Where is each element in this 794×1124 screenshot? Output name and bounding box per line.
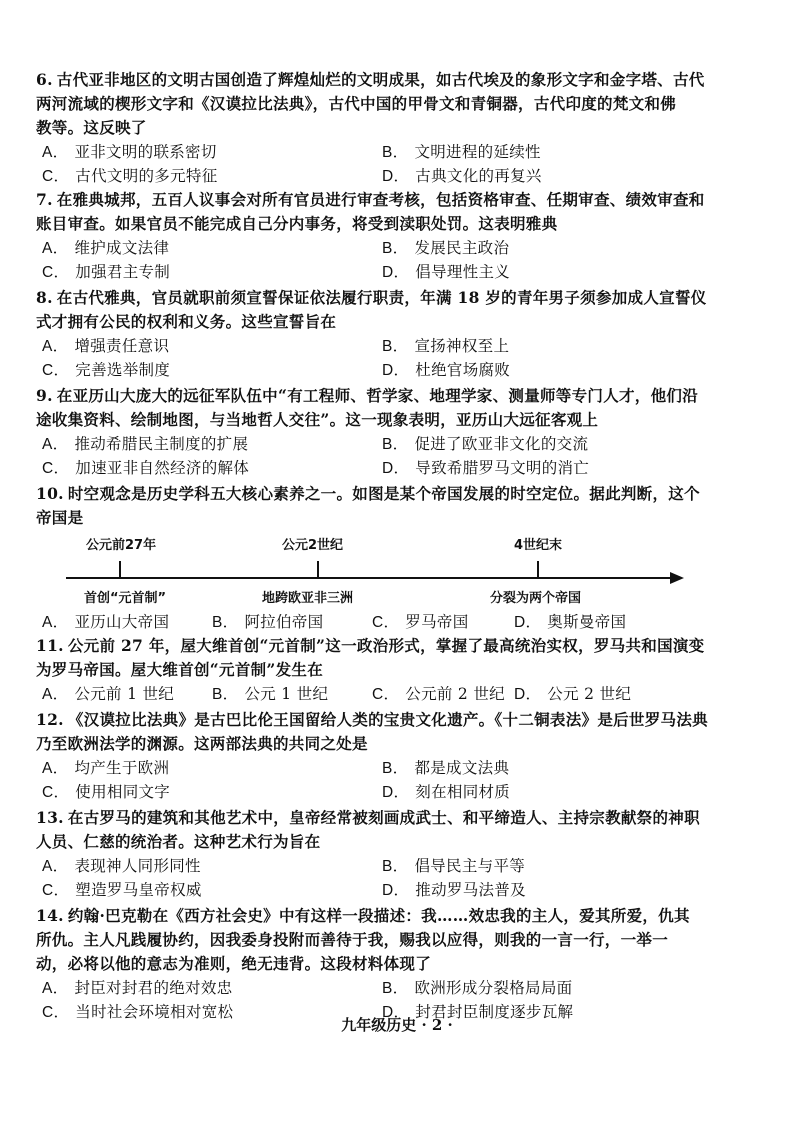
option-a[interactable]: A． 亚非文明的联系密切 [42,143,217,161]
question-text: 途收集资料、绘制地图，与当地哲人交往”。这一现象表明，亚历山大远征客观上 [36,410,599,429]
question-8 [36,286,740,382]
timeline-top-label-2: 公元2世纪 [282,538,344,553]
question-text: 两河流域的楔形文字和《汉谟拉比法典》，古代中国的甲骨文和青铜器，古代印度的梵文和佛 [36,94,677,113]
options-row [36,236,740,260]
page-footer: 九年级历史 · 2 · [341,1016,453,1034]
timeline-top-label-1: 公元前27年 [86,538,157,553]
option-d[interactable]: D． 封君封臣制度逐步瓦解 [382,1003,574,1021]
option-c[interactable]: C． 加强君主专制 [42,263,171,281]
option-d[interactable]: D． 倡导理性主义 [382,263,511,281]
option-d[interactable]: D． 公元 2 世纪 [514,685,632,703]
options-row [36,976,740,1000]
option-b[interactable]: B． 宣扬神权至上 [382,337,510,355]
question-text: 《汉谟拉比法典》是古巴比伦王国留给人类的宝贵文化遗产。《十二铜表法》是后世罗马法典 [67,710,708,729]
option-a[interactable]: A． 均产生于欧洲 [42,759,170,777]
question-number: 14. [36,906,64,925]
options-row [36,140,740,164]
option-d[interactable]: D． 刻在相同材质 [382,783,511,801]
question-9 [36,384,740,480]
option-c[interactable]: C． 塑造罗马皇帝权威 [42,881,202,899]
question-text: 公元前 27 年，屋大维首创“元首制”这一政治形式，掌握了最高统治实权，罗马共和国演变 [67,636,705,655]
question-10-options [36,610,740,634]
question-10 [36,482,740,530]
timeline-arrow-icon [670,572,684,584]
question-text: 动，必将以他的意志为准则，绝无违背。这段材料体现了 [36,954,432,973]
option-c[interactable]: C． 加速亚非自然经济的解体 [42,459,250,477]
option-d[interactable]: D． 推动罗马法普及 [382,881,526,899]
options-row [36,456,740,480]
timeline-top-label-3: 4世纪末 [514,538,563,553]
question-number: 13. [36,808,64,827]
option-b[interactable]: B． 文明进程的延续性 [382,143,541,161]
option-a[interactable]: A． 亚历山大帝国 [42,613,170,631]
question-text: 乃至欧洲法学的渊源。这两部法典的共同之处是 [36,734,368,753]
option-d[interactable]: D． 古典文化的再复兴 [382,167,542,185]
option-b[interactable]: B． 发展民主政治 [382,239,510,257]
timeline-bottom-label-2: 地跨欧亚非三洲 [262,591,354,606]
question-number: 6. [36,70,53,89]
timeline-diagram [60,531,700,611]
question-13 [36,806,740,902]
option-d[interactable]: D． 导致希腊罗马文明的消亡 [382,459,590,477]
options-row [36,610,740,634]
question-text: 在雅典城邦，五百人议事会对所有官员进行审查考核，包括资格审查、任期审查、绩效审查和 [56,190,705,209]
question-text: 在古代雅典，官员就职前须宣誓保证依法履行职责，年满 18 岁的青年男子须参加成人宣誓仪 [56,288,707,307]
option-d[interactable]: D． 杜绝官场腐败 [382,361,511,379]
question-11 [36,634,740,706]
question-text: 时空观念是历史学科五大核心素养之一。如图是某个帝国发展的时空定位。据此判断，这个 [67,484,700,503]
option-c[interactable]: C． 罗马帝国 [372,613,469,631]
option-d[interactable]: D． 奥斯曼帝国 [514,613,627,631]
options-row [36,432,740,456]
question-number: 9. [36,386,53,405]
timeline-bottom-label-3: 分裂为两个帝国 [490,591,582,606]
question-number: 12. [36,710,64,729]
timeline-bottom-label-1: 首创“元首制” [84,591,167,606]
option-c[interactable]: C． 当时社会环境相对宽松 [42,1003,234,1021]
question-text: 教等。这反映了 [36,118,147,137]
option-b[interactable]: B． 都是成文法典 [382,759,510,777]
question-number: 11. [36,636,64,655]
option-b[interactable]: B． 公元 1 世纪 [212,685,329,703]
options-row [36,682,740,706]
option-a[interactable]: A． 封臣对封君的绝对效忠 [42,979,233,997]
options-row [36,358,740,382]
option-c[interactable]: C． 完善选举制度 [42,361,171,379]
question-text: 古代亚非地区的文明古国创造了辉煌灿烂的文明成果，如古代埃及的象形文字和金字塔、古代 [56,70,705,89]
option-a[interactable]: A． 公元前 1 世纪 [42,685,175,703]
options-row [36,780,740,804]
question-14 [36,904,740,1024]
options-row [36,854,740,878]
question-text: 式才拥有公民的权利和义务。这些宣誓旨在 [36,312,337,331]
question-6 [36,68,740,188]
option-c[interactable]: C． 古代文明的多元特征 [42,167,218,185]
question-7 [36,188,740,284]
option-c[interactable]: C． 公元前 2 世纪 [372,685,505,703]
option-b[interactable]: B． 阿拉伯帝国 [212,613,324,631]
option-b[interactable]: B． 欧洲形成分裂格局局面 [382,979,573,997]
question-text: 在古罗马的建筑和其他艺术中，皇帝经常被刻画成武士、和平缔造人、主持宗教献祭的神职 [67,808,700,827]
question-number: 8. [36,288,53,307]
options-row [36,334,740,358]
question-number: 10. [36,484,64,503]
options-row [36,756,740,780]
option-a[interactable]: A． 推动希腊民主制度的扩展 [42,435,249,453]
options-row [36,260,740,284]
option-a[interactable]: A． 表现神人同形同性 [42,857,201,875]
option-a[interactable]: A． 增强责任意识 [42,337,170,355]
question-text: 约翰·巴克勒在《西方社会史》中有这样一段描述：我……效忠我的主人，爱其所爱，仇其 [67,906,690,925]
question-text: 账目审查。如果官员不能完成自己分内事务，将受到渎职处罚。这表明雅典 [36,214,558,233]
options-row [36,164,740,188]
question-text: 帝国是 [36,508,84,527]
question-number: 7. [36,190,53,209]
question-text: 人员、仁慈的统治者。这种艺术行为旨在 [36,832,321,851]
option-b[interactable]: B． 倡导民主与平等 [382,857,526,875]
options-row [36,878,740,902]
question-12 [36,708,740,804]
question-text: 所仇。主人凡践履协约，因我委身投附而善待于我，赐我以应得，则我的一言一行，一举一 [36,930,669,949]
question-text: 在亚历山大庞大的远征军队伍中“有工程师、哲学家、地理学家、测量师等专门人才，他们沿 [56,386,698,405]
option-c[interactable]: C． 使用相同文字 [42,783,171,801]
question-text: 为罗马帝国。屋大维首创“元首制”发生在 [36,660,324,679]
option-a[interactable]: A． 维护成文法律 [42,239,170,257]
option-b[interactable]: B． 促进了欧亚非文化的交流 [382,435,589,453]
